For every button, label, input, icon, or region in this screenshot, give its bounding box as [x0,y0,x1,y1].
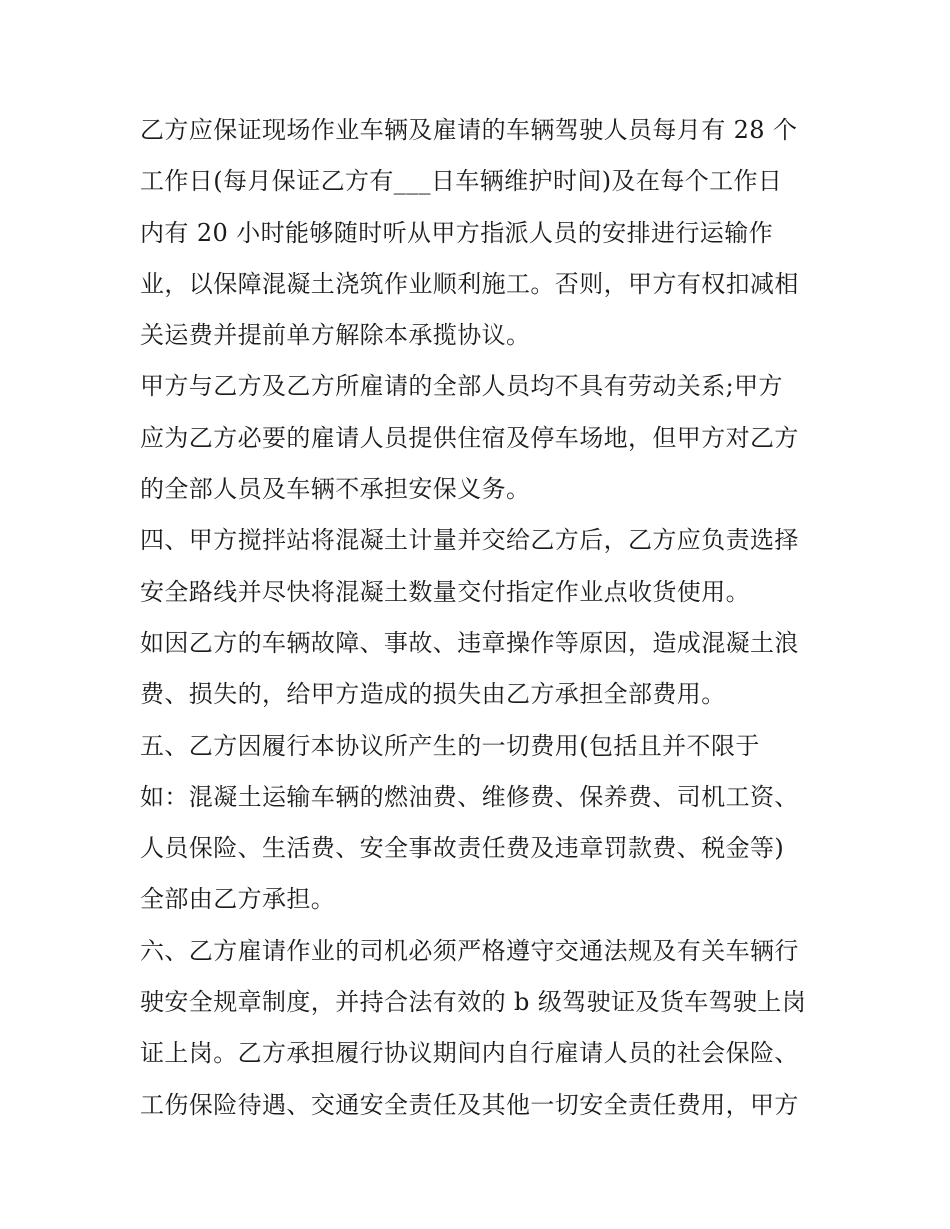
text-line: 人员保险、生活费、安全事故责任费及违章罚款费、税金等) [140,834,785,863]
text-line: 全部由乙方承担。 [140,885,336,914]
text-line: 如：混凝土运输车辆的燃油费、维修费、保养费、司机工资、 [140,782,799,811]
text-line: 五、乙方因履行本协议所产生的一切费用(包括且并不限于 [140,731,760,760]
text-line: 驶安全规章制度，并持合法有效的 b 级驾驶证及货车驾驶上岗 [140,988,807,1017]
text-line: 证上岗。乙方承担履行协议期间内自行雇请人员的社会保险、 [140,1039,799,1068]
text-line: 的全部人员及车辆不承担安保义务。 [140,475,531,504]
text-line: 工伤保险待遇、交通安全责任及其他一切安全责任费用，甲方 [140,1090,799,1119]
text-line: 应为乙方必要的雇请人员提供住宿及停车场地，但甲方对乙方 [140,423,799,452]
text-line: 关运费并提前单方解除本承揽协议。 [140,321,531,350]
text-line: 乙方应保证现场作业车辆及雇请的车辆驾驶人员每月有 28 个 [140,116,798,144]
document-body [140,105,830,1131]
text-line: 如因乙方的车辆故障、事故、违章操作等原因，造成混凝土浪 [140,628,799,657]
text-line: 内有 20 小时能够随时听从甲方指派人员的安排进行运输作 [140,218,773,247]
text-line: 安全路线并尽快将混凝土数量交付指定作业点收货使用。 [140,577,750,606]
text-line: 六、乙方雇请作业的司机必须严格遵守交通法规及有关车辆行 [140,936,799,965]
text-line: 费、损失的，给甲方造成的损失由乙方承担全部费用。 [140,680,726,709]
text-line: 四、甲方搅拌站将混凝土计量并交给乙方后，乙方应负责选择 [140,526,799,555]
text-line: 工作日(每月保证乙方有___日车辆维护时间)及在每个工作日 [140,167,783,196]
text-line: 甲方与乙方及乙方所雇请的全部人员均不具有劳动关系;甲方 [140,372,783,401]
text-line: 业，以保障混凝土浇筑作业顺利施工。否则，甲方有权扣减相 [140,269,799,298]
